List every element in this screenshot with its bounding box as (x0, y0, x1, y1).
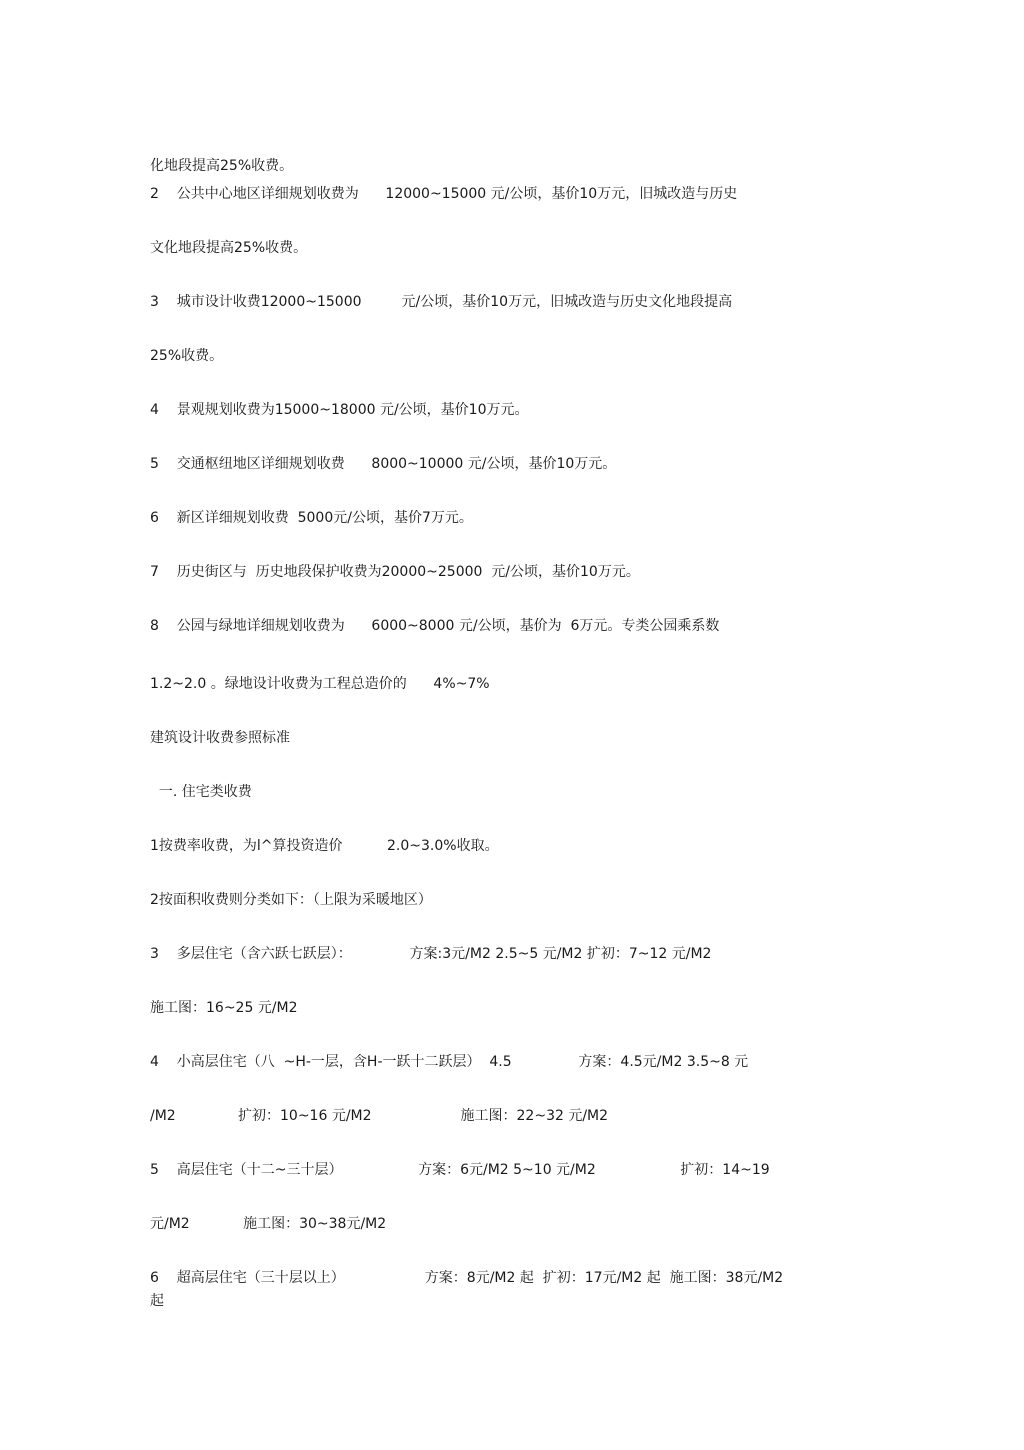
paragraph-line: 文化地段提高25%收费。 (150, 240, 308, 256)
paragraph-line: 25%收费。 (150, 348, 224, 364)
paragraph-line: 5 高层住宅（十二~三十层） 方案：6元/M2 5~10 元/M2 扩初：14~19 (150, 1162, 770, 1178)
paragraph-line: 2按面积收费则分类如下：（上限为采暖地区） (150, 892, 432, 908)
paragraph-line: 2 公共中心地区详细规划收费为 12000~15000 元/公顷，基价10万元，旧城改造与历史 (150, 186, 738, 202)
paragraph-line: /M2 扩初：10~16 元/M2 施工图：22~32 元/M2 (150, 1108, 609, 1124)
paragraph-line: 7 历史街区与 历史地段保护收费为20000~25000 元/公顷，基价10万元。 (150, 564, 640, 580)
paragraph-line: 1.2~2.0 。绿地设计收费为工程总造价的 4%~7% (150, 676, 490, 692)
paragraph-line: 4 小高层住宅（八 ~H-一层，含H-一跃十二跃层） 4.5 方案：4.5元/M2 3.5~8 元 (150, 1054, 749, 1070)
paragraph-line: 4 景观规划收费为15000~18000 元/公顷，基价10万元。 (150, 402, 529, 418)
paragraph-line: 6 超高层住宅（三十层以上） 方案：8元/M2 起 扩初：17元/M2 起 施工图：38元/M2 (150, 1270, 784, 1286)
paragraph-line: 元/M2 施工图：30~38元/M2 (150, 1216, 387, 1232)
paragraph-line: 起 (150, 1293, 164, 1309)
section-heading: 建筑设计收费参照标准 (150, 730, 290, 746)
paragraph-line: 8 公园与绿地详细规划收费为 6000~8000 元/公顷，基价为 6万元。专类公园乘系数 (150, 618, 720, 634)
paragraph-line: 1按费率收费，为l^算投资造价 2.0~3.0%收取。 (150, 838, 499, 854)
paragraph-line: 3 多层住宅（含六跃七跃层）： 方案:3元/M2 2.5~5 元/M2 扩初：7~12 元/M2 (150, 946, 712, 962)
paragraph-line: 6 新区详细规划收费 5000元/公顷，基价7万元。 (150, 510, 473, 526)
paragraph-line: 3 城市设计收费12000~15000 元/公顷，基价10万元，旧城改造与历史文化地段提高 (150, 294, 733, 310)
paragraph-line: 5 交通枢纽地区详细规划收费 8000~10000 元/公顷，基价10万元。 (150, 456, 617, 472)
paragraph-line: 施工图：16~25 元/M2 (150, 1000, 298, 1016)
paragraph-line: 化地段提高25%收费。 (150, 158, 294, 174)
subsection-heading: 一. 住宅类收费 (150, 784, 252, 800)
